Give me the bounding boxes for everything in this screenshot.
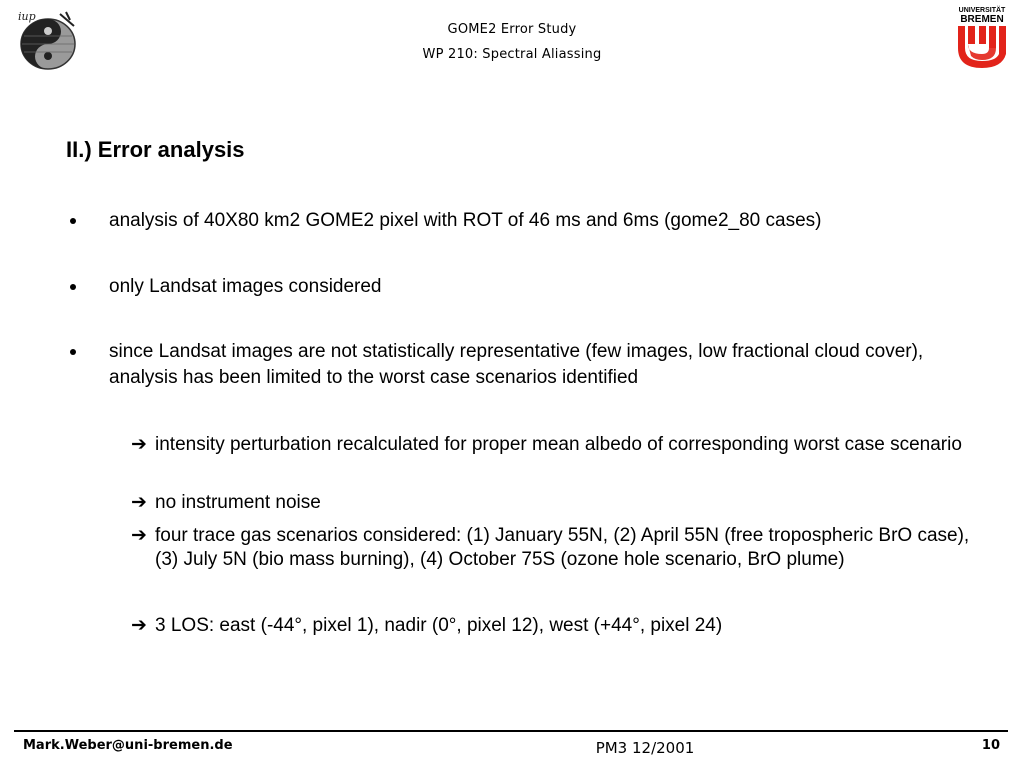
arrow-right-icon: ➔	[131, 615, 147, 636]
iup-logo-text: iup	[18, 10, 36, 23]
sub-bullet-item	[131, 614, 985, 638]
bullet-text: only Landsat images considered	[109, 276, 382, 297]
bullet-item	[79, 208, 989, 234]
bullet-dot-icon	[70, 349, 76, 355]
sub-bullet-item	[131, 491, 985, 515]
sub-bullet-text: four trace gas scenarios considered: (1) January 55N, (2) April 55N (free tropospheric BrO case), (3) July 5N (bio mass burning), (4) October 75S (ozone hole scenario, BrO plume)	[155, 525, 970, 570]
arrow-right-icon: ➔	[131, 525, 147, 546]
sub-bullet-item	[131, 524, 985, 572]
bullet-text: analysis of 40X80 km2 GOME2 pixel with ROT of 46 ms and 6ms (gome2_80 cases)	[109, 210, 822, 231]
page-number: 10	[981, 738, 1000, 753]
footer-date: PM3 12/2001	[595, 739, 695, 757]
bullet-dot-icon	[70, 218, 76, 224]
sub-bullet-text: intensity perturbation recalculated for proper mean albedo of corresponding worst case scenario	[155, 434, 962, 455]
footer-email: Mark.Weber@uni-bremen.de	[23, 738, 233, 753]
sub-bullet-text: 3 LOS: east (-44°, pixel 1), nadir (0°, pixel 12), west (+44°, pixel 24)	[155, 615, 723, 636]
sub-bullet-text: no instrument noise	[155, 492, 321, 513]
header-title: GOME2 Error Study	[447, 22, 577, 37]
bullet-item	[79, 339, 989, 391]
bullet-text: since Landsat images are not statistically representative (few images, low fractional cloud cover), analysis has been limited to the worst case scenarios identified	[109, 341, 924, 388]
arrow-right-icon: ➔	[131, 434, 147, 455]
footer-divider	[14, 730, 1008, 732]
uni-bremen-logo	[952, 4, 1012, 72]
bullet-item	[79, 274, 989, 300]
logo-text-bremen: BREMEN	[960, 14, 1004, 25]
slide-heading: II.) Error analysis	[66, 137, 245, 162]
arrow-right-icon: ➔	[131, 492, 147, 513]
iup-logo	[14, 8, 80, 72]
sub-bullet-item	[131, 433, 985, 457]
header-subtitle: WP 210: Spectral Aliassing	[422, 47, 602, 62]
bullet-dot-icon	[70, 284, 76, 290]
logo-text-universitaet: UNIVERSITÄT	[958, 7, 1006, 14]
